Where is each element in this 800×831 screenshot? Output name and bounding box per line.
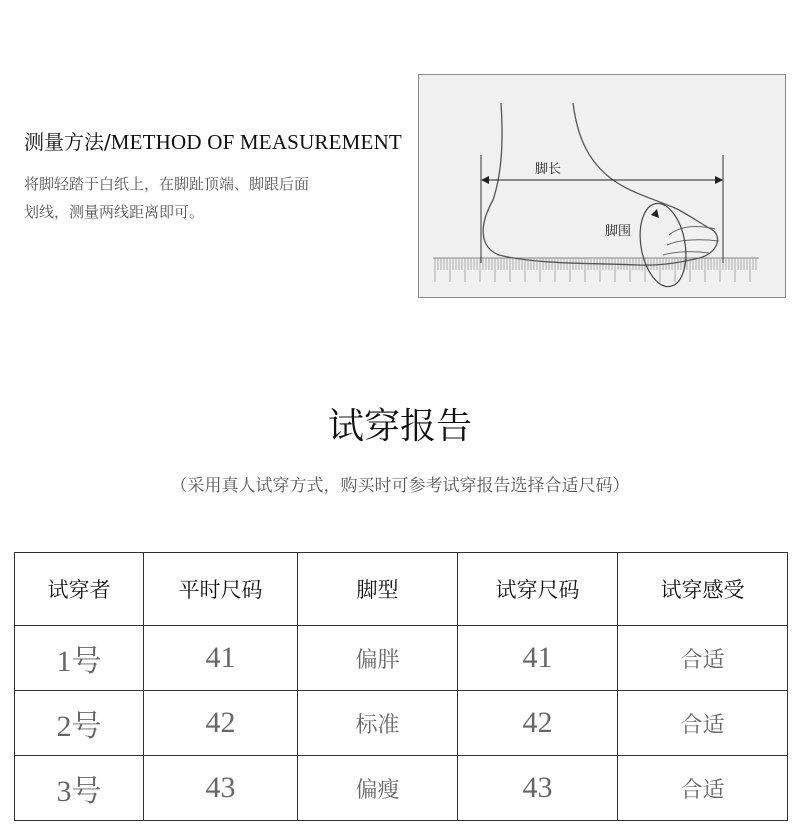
header-feeling: 试穿感受 [618, 553, 788, 626]
length-label: 脚长 [535, 162, 562, 177]
header-foot-type: 脚型 [298, 553, 458, 626]
measurement-desc-line: 将脚轻踏于白纸上，在脚趾顶端、脚跟后面 [24, 175, 310, 193]
measurement-title-cn: 测量方法/ [24, 130, 111, 154]
table-row [15, 691, 788, 756]
cell-tried-size: 43 [458, 756, 618, 821]
table-header-row [15, 553, 788, 626]
cell-tester: 2号 [15, 691, 144, 756]
arrow-head-right [715, 176, 723, 184]
report-title: 试穿报告 [327, 406, 472, 447]
cell-feeling: 合适 [618, 756, 788, 821]
cell-tester: 3号 [15, 756, 144, 821]
cell-tester: 1号 [15, 626, 144, 691]
table-row [15, 626, 788, 691]
foot-measurement-diagram [418, 74, 786, 298]
cell-feeling: 合适 [618, 691, 788, 756]
report-subtitle: （采用真人试穿方式，购买时可参考试穿报告选择合适尺码） [170, 476, 630, 496]
header-tried-size: 试穿尺码 [458, 553, 618, 626]
cell-usual-size: 42 [144, 691, 298, 756]
measurement-desc-line: 划线，测量两线距离即可。 [24, 203, 205, 221]
header-tester: 试穿者 [15, 553, 144, 626]
header-usual-size: 平时尺码 [144, 553, 298, 626]
foot-illustration [419, 75, 785, 297]
cell-usual-size: 43 [144, 756, 298, 821]
ruler [433, 258, 759, 282]
cell-foot-type: 标准 [298, 691, 458, 756]
girth-label: 脚围 [605, 224, 632, 239]
arrow-head-left [481, 176, 489, 184]
girth-loop [634, 200, 692, 290]
measurement-title-en: METHOD OF MEASUREMENT [110, 130, 402, 154]
cell-feeling: 合适 [618, 626, 788, 691]
cell-tried-size: 42 [458, 691, 618, 756]
cell-tried-size: 41 [458, 626, 618, 691]
toes-outline [663, 227, 719, 255]
cell-usual-size: 41 [144, 626, 298, 691]
cell-foot-type: 偏瘦 [298, 756, 458, 821]
cell-foot-type: 偏胖 [298, 626, 458, 691]
measurement-title [24, 126, 402, 155]
girth-arrow-head [651, 209, 659, 218]
fitting-report-table [14, 552, 788, 821]
measurement-description [24, 170, 394, 226]
table-row [15, 756, 788, 821]
